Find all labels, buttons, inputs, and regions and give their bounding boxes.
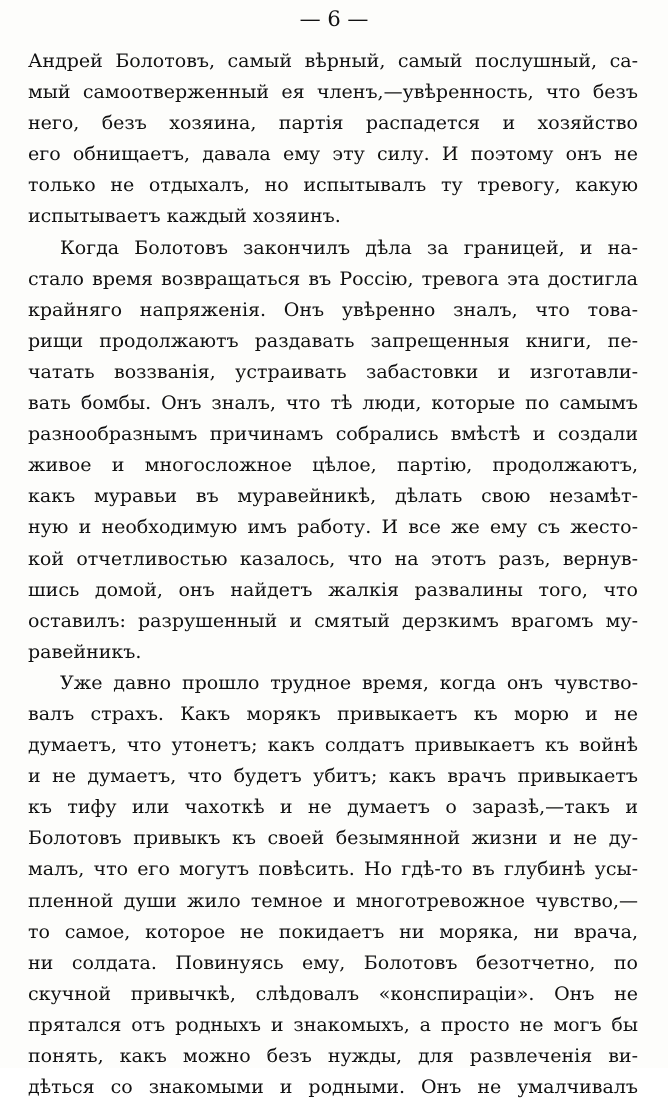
text-line: только не отдыхалъ, но испытывалъ ту тревогу, какую [28,174,638,197]
text-line: шись домой, онъ найдетъ жалкія развалины того, что [28,578,638,601]
text-line: Когда Болотовъ закончилъ дѣла за границей, и на- [60,236,638,259]
text-line: Уже давно прошло трудное время, когда онъ чувство- [60,671,638,694]
text-line: думаетъ, что утонетъ; какъ солдатъ привыкаетъ къ войнѣ [28,734,638,757]
text-line: и не думаетъ, что будетъ убитъ; какъ врачъ привыкаетъ [28,765,638,788]
text-line: ни солдата. Повинуясь ему, Болотовъ безотчетно, по [28,951,638,974]
text-line: живое и многосложное цѣлое, партію, продолжаютъ, [28,454,638,477]
text-line: чатать воззванія, устраивать забастовки и изготавли- [28,360,638,383]
paragraph-1 [28,46,638,233]
text-line: кой отчетливостью казалось, что на этотъ разъ, вернув- [28,547,638,570]
text-line: рищи продолжаютъ раздавать запрещенныя книги, пе- [28,329,638,352]
text-line: его обнищаетъ, давала ему эту силу. И поэтому онъ не [28,143,638,166]
text-line: испытываетъ каждый хозяинъ. [28,205,341,228]
text-line: ную и необходимую имъ работу. И все же ему съ жесто- [28,516,638,539]
text-line: равейникъ. [28,640,142,663]
text-line: прятался отъ родныхъ и знакомыхъ, а просто не могъ бы [28,1013,638,1036]
text-line: дѣться со знакомыми и родными. Онъ не умалчивалъ [28,1076,638,1099]
page-number: — 6 — [299,7,369,31]
text-line: вать бомбы. Онъ зналъ, что тѣ люди, которые по самымъ [28,392,638,415]
text-line: мый самоотверженный ея членъ,—увѣренность, что безъ [28,81,638,104]
text-line: пленной души жило темное и многотревожное чувство,— [28,889,638,912]
text-line: Андрей Болотовъ, самый вѣрный, самый послушный, са- [28,50,638,72]
paragraph-2 [28,233,638,668]
text-line: какъ муравьи въ муравейникѣ, дѣлать свою незамѣт- [28,485,638,508]
text-line: оставилъ: разрушенный и смятый дерзкимъ врагомъ му- [28,609,638,632]
text-line: понять, какъ можно безъ нужды, для развлеченія ви- [28,1045,638,1067]
text-line: Болотовъ привыкъ къ своей безымянной жизни и не ду- [28,827,638,850]
body-text [28,46,638,1103]
text-line: него, безъ хозяина, партія распадется и хозяйство [28,112,638,135]
text-line: валъ страхъ. Какъ морякъ привыкаетъ къ морю и не [28,702,638,725]
text-line: разнообразнымъ причинамъ собрались вмѣстѣ и создали [28,423,638,446]
text-line: малъ, что его могутъ повѣсить. Но гдѣ-то въ глубинѣ усы- [28,858,638,881]
text-line: стало время возвращаться въ Россію, тревога эта достигла [28,267,638,290]
text-line: то самое, которое не покидаетъ ни моряка, ни врача, [28,920,638,943]
text-line: къ тифу или чахоткѣ и не думаетъ о заразѣ,—такъ и [28,796,638,819]
paragraph-3 [28,668,638,1103]
text-line: крайняго напряженія. Онъ увѣренно зналъ, что това- [28,298,638,321]
text-line: скучной привычкѣ, слѣдовалъ «конспираціи». Онъ не [28,982,638,1005]
